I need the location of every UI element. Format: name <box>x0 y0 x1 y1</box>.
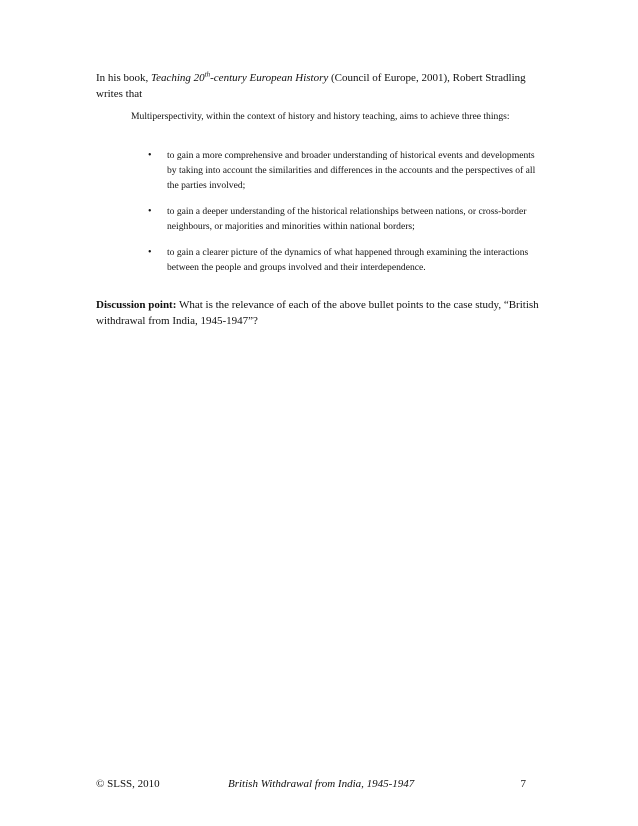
discussion-text: What is the relevance of each of the above bullet points to the case study, “British withdrawal from India, 1945-1947”? <box>96 299 539 327</box>
list-item <box>131 204 541 234</box>
page-footer <box>96 776 526 792</box>
bullet-icon: • <box>148 206 152 217</box>
page-number: 7 <box>520 778 526 790</box>
list-item <box>131 148 541 193</box>
footer-title: British Withdrawal from India, 1945-1947 <box>228 778 415 790</box>
bullet-text: to gain a more comprehensive and broader understanding of historical events and developments by taking into account the similarities and differences in the accounts and the perspectives of all the parties involved; <box>167 150 536 191</box>
list-item <box>131 245 541 275</box>
bullet-text: to gain a deeper understanding of the historical relationships between nations, or cross-border neighbours, or majorities and minorities within national borders; <box>167 206 527 232</box>
book-title-part-a: Teaching 20 <box>151 72 205 84</box>
bullet-icon: • <box>148 247 152 258</box>
bullet-text: to gain a clearer picture of the dynamics of what happened through examining the interactions between the people and groups involved and their interdependence. <box>167 247 529 273</box>
block-quote: Multiperspectivity, within the context of history and history teaching, aims to achieve three things: <box>131 111 510 122</box>
intro-prefix: In his book, <box>96 72 151 84</box>
book-title-part-b: -century European History <box>210 72 329 84</box>
intro-paragraph <box>96 70 546 102</box>
bullet-icon: • <box>148 150 152 161</box>
book-title <box>151 72 328 84</box>
discussion-label: Discussion point: <box>96 299 177 311</box>
book-title-superscript: th <box>204 70 211 79</box>
intro-suffix: (Council of Europe, 2001), Robert Stradling writes that <box>96 72 526 100</box>
discussion-paragraph <box>96 297 546 329</box>
bullet-list <box>131 148 541 286</box>
footer-copyright: © SLSS, 2010 <box>96 778 160 790</box>
